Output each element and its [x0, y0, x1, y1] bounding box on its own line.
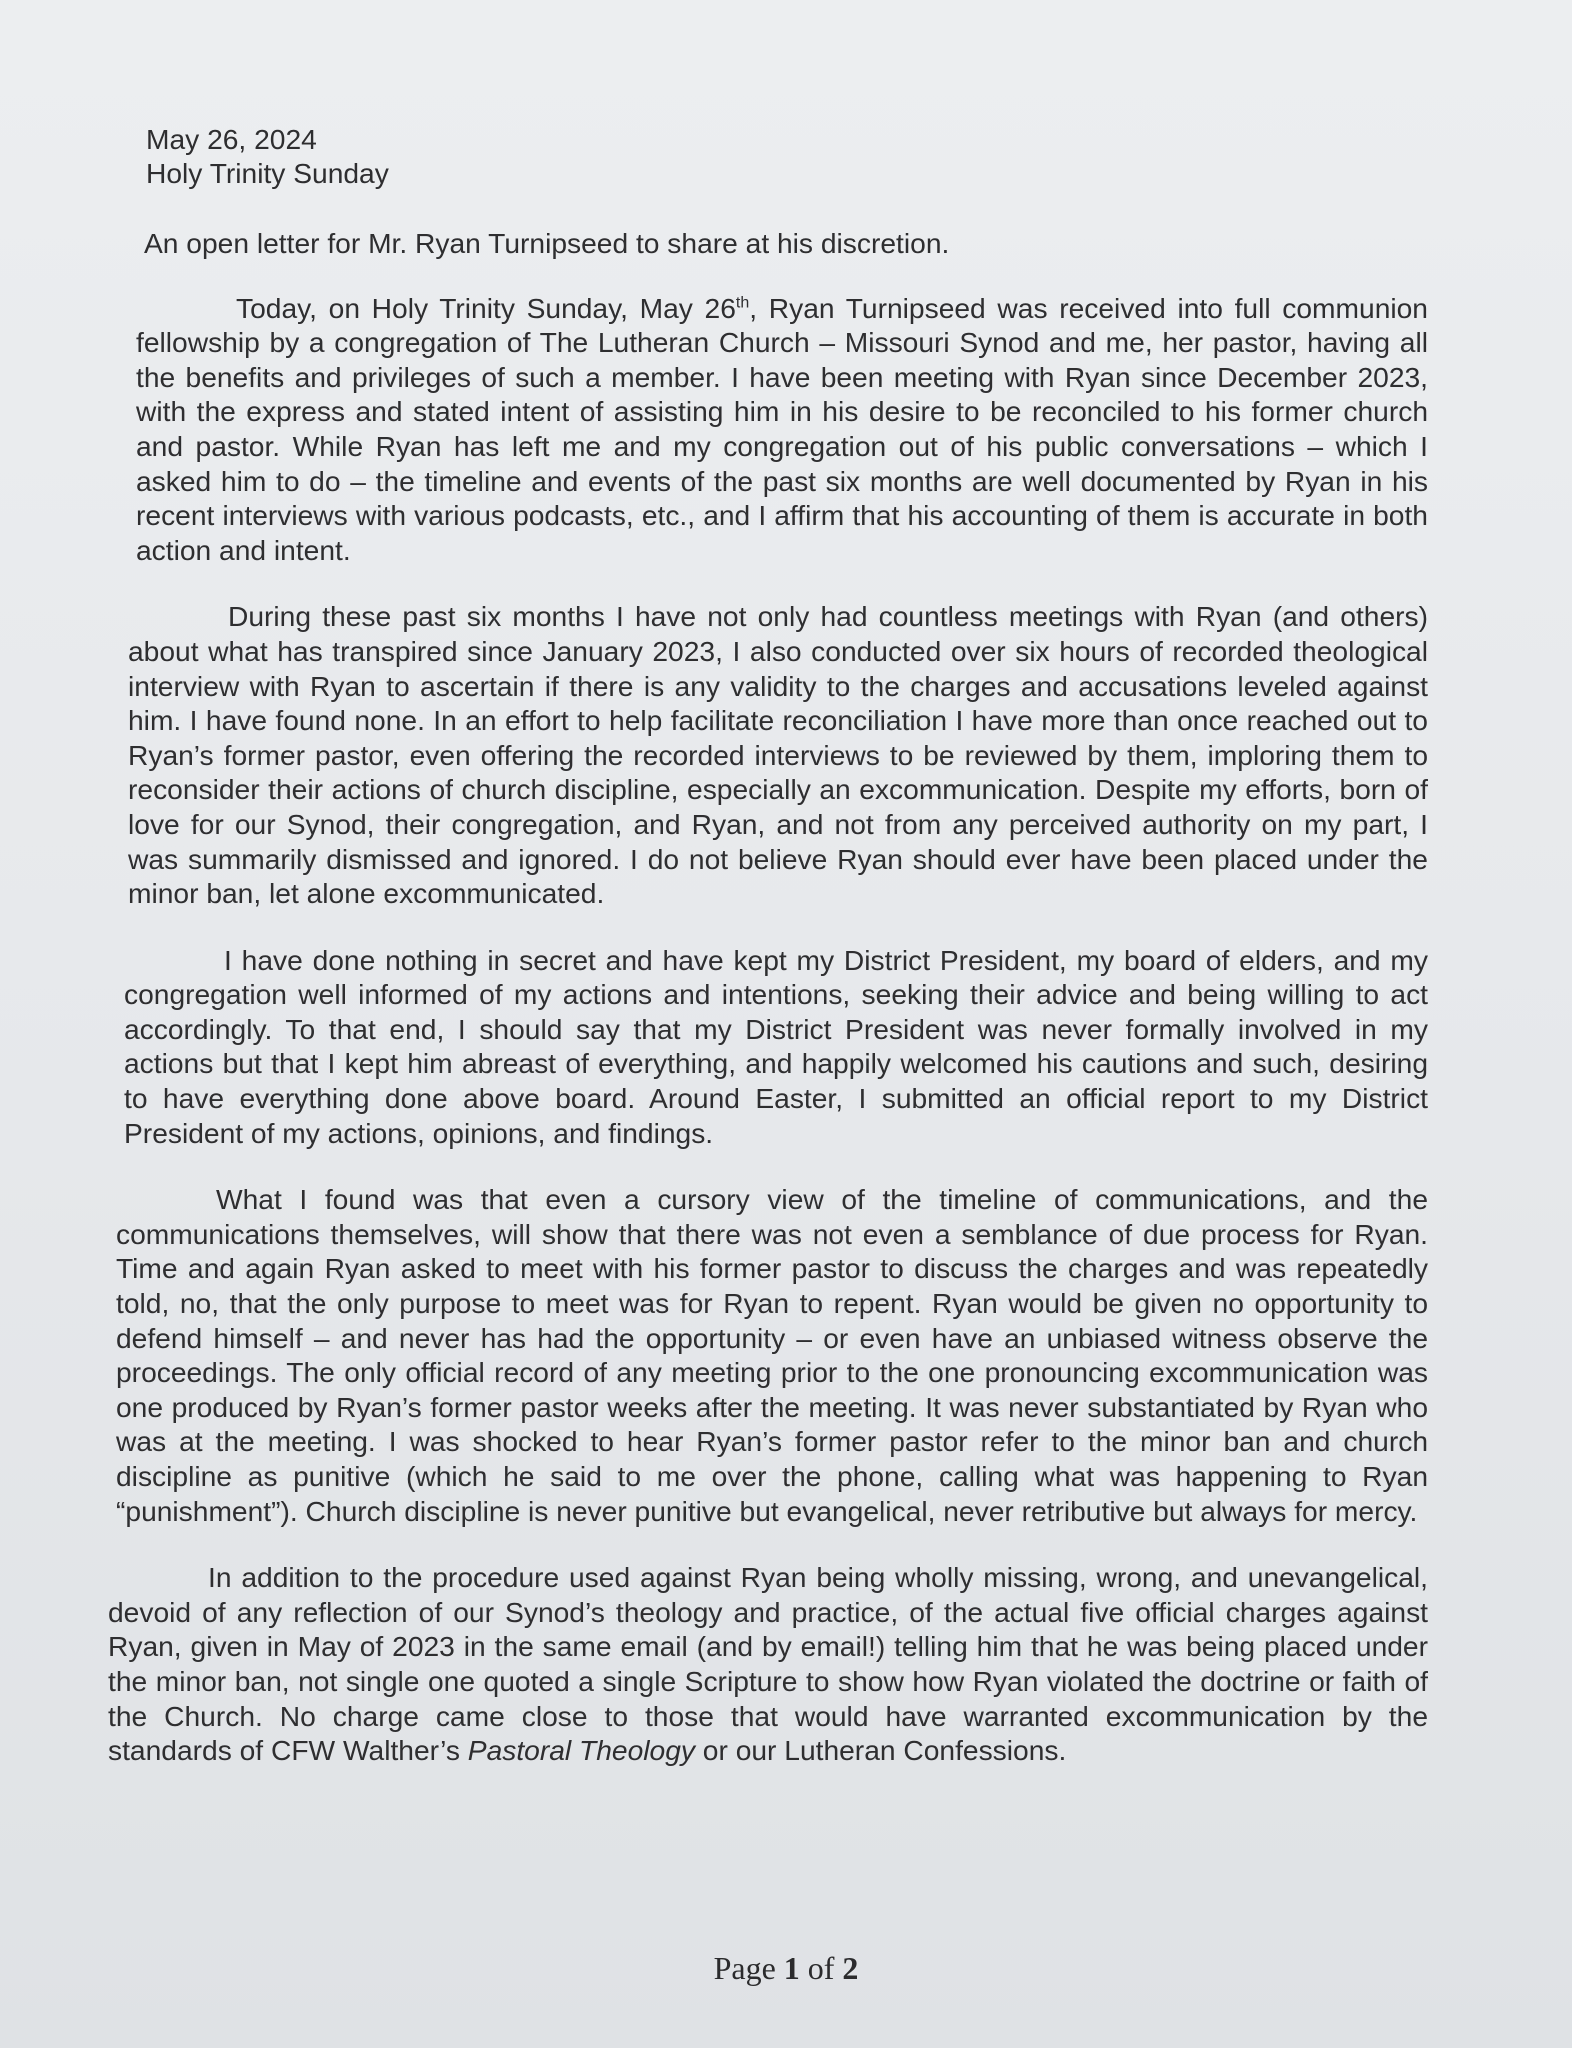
letter-occasion: Holy Trinity Sunday — [146, 157, 389, 189]
book-title: Pastoral Theology — [467, 1734, 695, 1767]
paragraph-5-text-b: or our Lutheran Confessions. — [694, 1734, 1067, 1767]
paragraph-1-text-a: Today, on Holy Trinity Sunday, May 26 — [236, 291, 736, 324]
letter-intro: An open letter for Mr. Ryan Turnipseed to share at his discretion. — [144, 227, 950, 259]
page-current: 1 — [783, 1950, 800, 1986]
page-total: 2 — [842, 1950, 859, 1986]
paragraph-5 — [108, 1560, 1428, 1768]
page-word: Page — [713, 1950, 776, 1986]
paragraph-1 — [108, 291, 1428, 568]
letter-date: May 26, 2024 — [146, 123, 317, 155]
paragraph-5-text-a: In addition to the procedure used against Ryan being wholly missing, wrong, and unevangelical, devoid of any reflection of our Synod’s theology and practice, of the actual five official charges against Ryan, given in May of 2023 in the same email (and by email!) telling him that he was being placed under the minor ban, not single one quoted a single Scripture to show how Ryan violated the doctrine or faith of the Church. No charge came close to those that would have warranted excommunication by the standards of CFW Walther’s — [108, 1561, 1428, 1767]
paragraph-2: During these past six months I have not only had countless meetings with Ryan (and others) about what has transpired since January 2023, I also conducted over six hours of recorded theological interview with Ryan to ascertain if there is any validity to the charges and accusations leveled against him. I have found none. In an effort to help facilitate reconciliation I have more than once reached out to Ryan’s former pastor, even offering the recorded interviews to be reviewed by them, imploring them to reconsider their actions of church discipline, especially an excommunication. Despite my efforts, born of love for our Synod, their congregation, and Ryan, and not from any perceived authority on my part, I was summarily dismissed and ignored. I do not believe Ryan should ever have been placed under the minor ban, let alone excommunicated. — [128, 600, 1428, 910]
paragraph-4: What I found was that even a cursory view of the timeline of communications, and the communications themselves, will show that there was not even a semblance of due process for Ryan. Time and again Ryan asked to meet with his former pastor to discuss the charges and was repeatedly told, no, that the only purpose to meet was for Ryan to repent. Ryan would be given no opportunity to defend himself – and never has had the opportunity – or even have an unbiased witness observe the proceedings. The only official record of any meeting prior to the one pronouncing excommunication was one produced by Ryan’s former pastor weeks after the meeting. It was never substantiated by Ryan who was at the meeting. I was shocked to hear Ryan’s former pastor refer to the minor ban and church discipline as punitive (which he said to me over the phone, calling what was happening to Ryan “punishment”). Church discipline is never punitive but evangelical, never retributive but always for mercy. — [116, 1183, 1428, 1527]
letter-header — [146, 122, 1428, 190]
page-number — [0, 1950, 1572, 1987]
ordinal-suffix: th — [735, 294, 750, 312]
paragraph-1-text-b: , Ryan Turnipseed was received into full communion fellowship by a congregation of The Lutheran Church – Missouri Synod and me, her pastor, having all the benefits and privileges of such a member. I have been meeting with Ryan since December 2023, with the express and stated intent of assisting him in his desire to be reconciled to his former church and pastor. While Ryan has left me and my congregation out of his public conversations – which I asked him to do – the timeline and events of the past six months are well documented by Ryan in his recent interviews with various podcasts, etc., and I affirm that his accounting of them is accurate in both action and intent. — [136, 291, 1428, 566]
of-word: of — [807, 1950, 835, 1986]
letter-body — [108, 122, 1428, 1768]
paragraph-3: I have done nothing in secret and have kept my District President, my board of elders, and my congregation well informed of my actions and intentions, seeking their advice and being willing to act accordingly. To that end, I should say that my District President was never formally involved in my actions but that I kept him abreast of everything, and happily welcomed his cautions and such, desiring to have everything done above board. Around Easter, I submitted an official report to my District President of my actions, opinions, and findings. — [124, 943, 1428, 1149]
